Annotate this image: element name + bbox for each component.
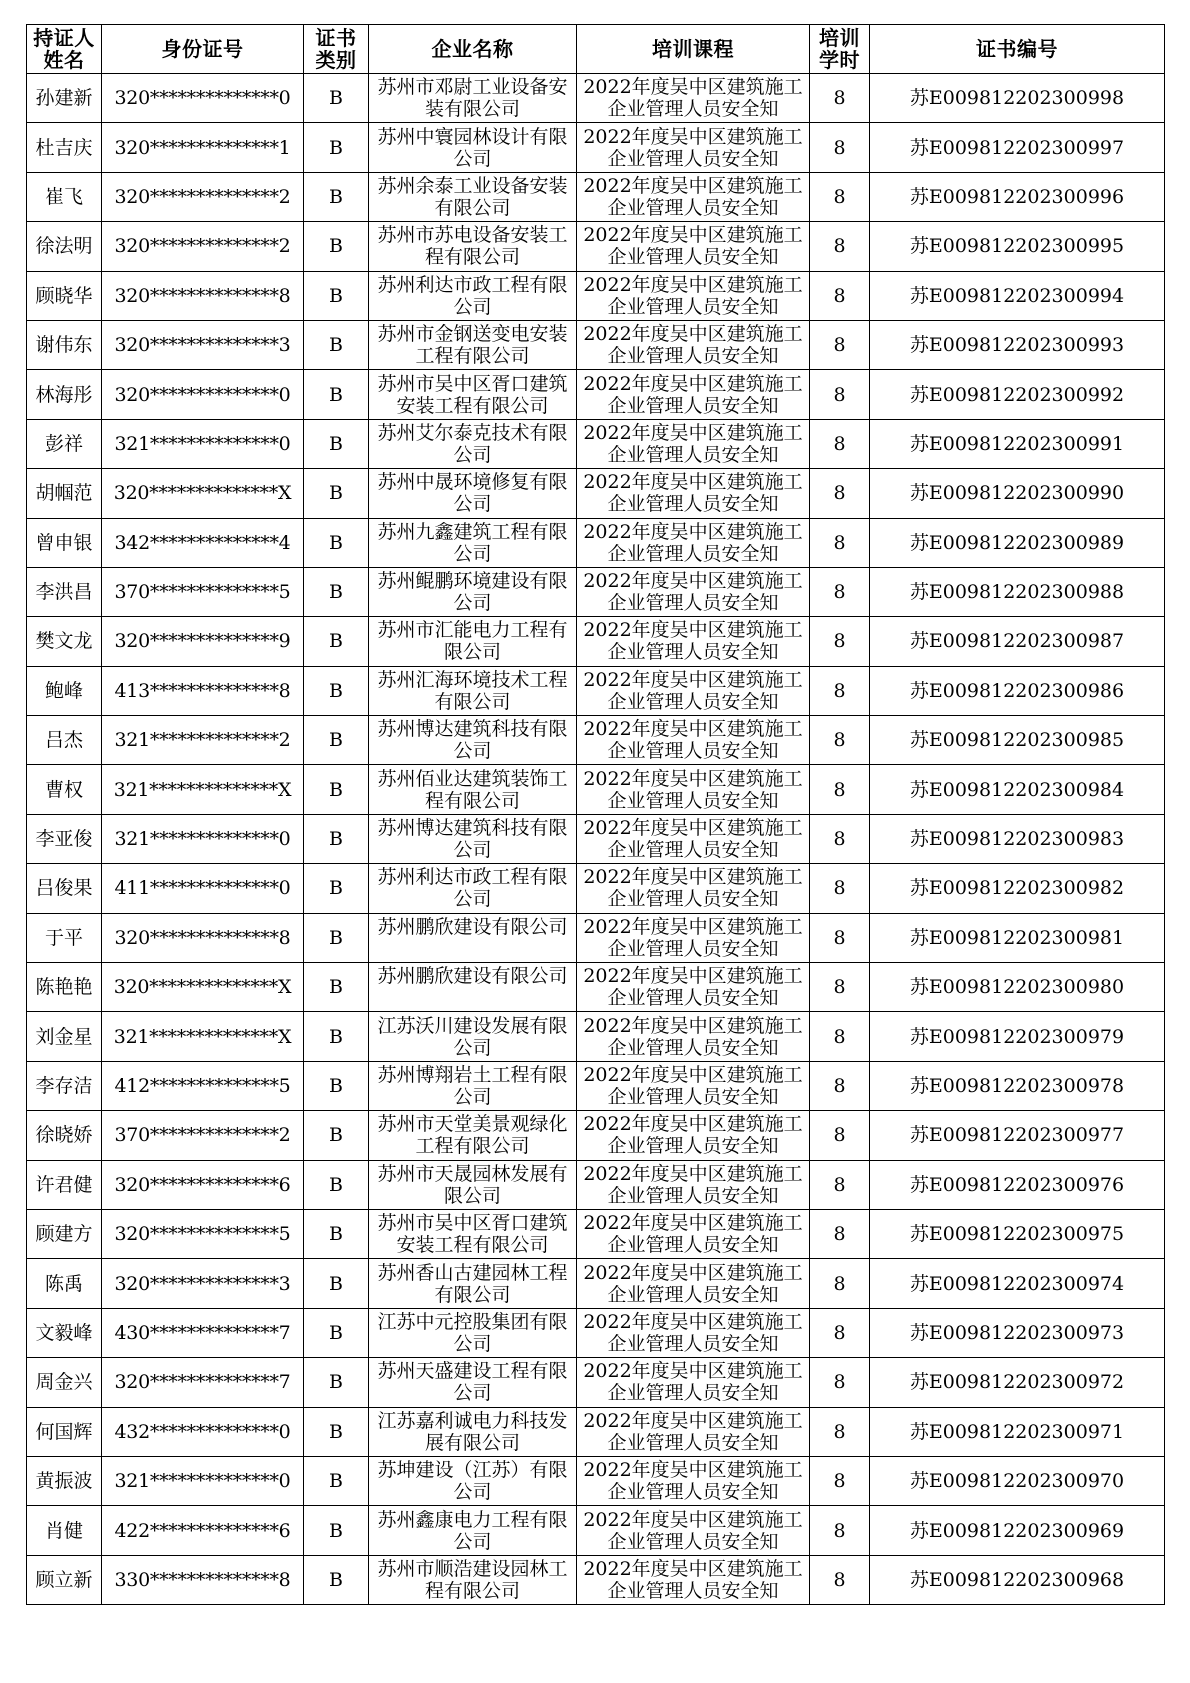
cert-number-cell: 苏E009812202300994 — [870, 271, 1165, 320]
cert-category-cell: B — [304, 666, 369, 715]
company-name-cell: 苏州天盛建设工程有限公司 — [369, 1358, 577, 1407]
table-row — [27, 1061, 1165, 1110]
training-course-cell: 2022年度吴中区建筑施工企业管理人员安全知 — [577, 1012, 810, 1061]
cert-number-cell: 苏E009812202300968 — [870, 1555, 1165, 1604]
holder-name-cell: 樊文龙 — [27, 617, 102, 666]
training-course-cell: 2022年度吴中区建筑施工企业管理人员安全知 — [577, 320, 810, 369]
training-hours-cell: 8 — [810, 567, 870, 616]
header-holder-name: 持证人姓名 — [27, 25, 102, 74]
holder-name-cell: 周金兴 — [27, 1358, 102, 1407]
training-course-cell: 2022年度吴中区建筑施工企业管理人员安全知 — [577, 1358, 810, 1407]
company-name-cell: 苏坤建设（江苏）有限公司 — [369, 1456, 577, 1505]
cert-category-cell: B — [304, 518, 369, 567]
cert-number-cell: 苏E009812202300974 — [870, 1259, 1165, 1308]
company-name-cell: 苏州博翔岩土工程有限公司 — [369, 1061, 577, 1110]
cert-category-cell: B — [304, 1259, 369, 1308]
training-hours-cell: 8 — [810, 617, 870, 666]
cert-number-cell: 苏E009812202300979 — [870, 1012, 1165, 1061]
cert-category-cell: B — [304, 765, 369, 814]
cert-category-cell: B — [304, 864, 369, 913]
holder-name-cell: 李洪昌 — [27, 567, 102, 616]
training-hours-cell: 8 — [810, 765, 870, 814]
header-row — [27, 25, 1165, 74]
table-row — [27, 963, 1165, 1012]
training-hours-cell: 8 — [810, 1407, 870, 1456]
cert-number-cell: 苏E009812202300983 — [870, 814, 1165, 863]
cert-category-cell: B — [304, 271, 369, 320]
training-hours-cell: 8 — [810, 1259, 870, 1308]
id-number-cell: 321**************2 — [102, 716, 304, 765]
training-course-cell: 2022年度吴中区建筑施工企业管理人员安全知 — [577, 1506, 810, 1555]
table-row — [27, 1259, 1165, 1308]
table-row — [27, 1358, 1165, 1407]
table-row — [27, 716, 1165, 765]
cert-number-cell: 苏E009812202300997 — [870, 123, 1165, 172]
id-number-cell: 321**************0 — [102, 814, 304, 863]
training-hours-cell: 8 — [810, 123, 870, 172]
id-number-cell: 320**************0 — [102, 370, 304, 419]
cert-number-cell: 苏E009812202300990 — [870, 469, 1165, 518]
training-hours-cell: 8 — [810, 172, 870, 221]
cert-category-cell: B — [304, 1456, 369, 1505]
holder-name-cell: 曹权 — [27, 765, 102, 814]
company-name-cell: 苏州市吴中区胥口建筑安装工程有限公司 — [369, 1209, 577, 1258]
header-cert-number: 证书编号 — [870, 25, 1165, 74]
company-name-cell: 苏州市天晟园林发展有限公司 — [369, 1160, 577, 1209]
cert-category-cell: B — [304, 1209, 369, 1258]
company-name-cell: 苏州市顺浩建设园林工程有限公司 — [369, 1555, 577, 1604]
table-row — [27, 765, 1165, 814]
id-number-cell: 320**************3 — [102, 1259, 304, 1308]
training-course-cell: 2022年度吴中区建筑施工企业管理人员安全知 — [577, 1555, 810, 1604]
cert-number-cell: 苏E009812202300991 — [870, 419, 1165, 468]
cert-number-cell: 苏E009812202300986 — [870, 666, 1165, 715]
holder-name-cell: 李存洁 — [27, 1061, 102, 1110]
training-hours-cell: 8 — [810, 271, 870, 320]
training-hours-cell: 8 — [810, 913, 870, 962]
roster-body — [27, 74, 1165, 1605]
cert-number-cell: 苏E009812202300971 — [870, 1407, 1165, 1456]
holder-name-cell: 谢伟东 — [27, 320, 102, 369]
company-name-cell: 江苏沃川建设发展有限公司 — [369, 1012, 577, 1061]
cert-number-cell: 苏E009812202300988 — [870, 567, 1165, 616]
id-number-cell: 411**************0 — [102, 864, 304, 913]
company-name-cell: 苏州鹏欣建设有限公司 — [369, 963, 577, 1012]
company-name-cell: 江苏中元控股集团有限公司 — [369, 1308, 577, 1357]
training-course-cell: 2022年度吴中区建筑施工企业管理人员安全知 — [577, 963, 810, 1012]
id-number-cell: 320**************2 — [102, 172, 304, 221]
company-name-cell: 苏州市邓尉工业设备安装有限公司 — [369, 74, 577, 123]
table-row — [27, 222, 1165, 271]
cert-number-cell: 苏E009812202300995 — [870, 222, 1165, 271]
id-number-cell: 320**************X — [102, 469, 304, 518]
training-course-cell: 2022年度吴中区建筑施工企业管理人员安全知 — [577, 913, 810, 962]
company-name-cell: 苏州香山古建园林工程有限公司 — [369, 1259, 577, 1308]
id-number-cell: 320**************1 — [102, 123, 304, 172]
training-hours-cell: 8 — [810, 716, 870, 765]
id-number-cell: 321**************0 — [102, 419, 304, 468]
table-row — [27, 1111, 1165, 1160]
id-number-cell: 321**************X — [102, 765, 304, 814]
id-number-cell: 430**************7 — [102, 1308, 304, 1357]
id-number-cell: 432**************0 — [102, 1407, 304, 1456]
training-course-cell: 2022年度吴中区建筑施工企业管理人员安全知 — [577, 469, 810, 518]
holder-name-cell: 黄振波 — [27, 1456, 102, 1505]
training-hours-cell: 8 — [810, 518, 870, 567]
table-row — [27, 666, 1165, 715]
table-row — [27, 74, 1165, 123]
company-name-cell: 苏州博达建筑科技有限公司 — [369, 814, 577, 863]
table-row — [27, 271, 1165, 320]
training-hours-cell: 8 — [810, 1308, 870, 1357]
id-number-cell: 412**************5 — [102, 1061, 304, 1110]
training-hours-cell: 8 — [810, 963, 870, 1012]
cert-number-cell: 苏E009812202300978 — [870, 1061, 1165, 1110]
id-number-cell: 320**************8 — [102, 271, 304, 320]
id-number-cell: 320**************2 — [102, 222, 304, 271]
id-number-cell: 370**************2 — [102, 1111, 304, 1160]
training-course-cell: 2022年度吴中区建筑施工企业管理人员安全知 — [577, 864, 810, 913]
training-course-cell: 2022年度吴中区建筑施工企业管理人员安全知 — [577, 1160, 810, 1209]
cert-category-cell: B — [304, 1160, 369, 1209]
cert-category-cell: B — [304, 123, 369, 172]
training-course-cell: 2022年度吴中区建筑施工企业管理人员安全知 — [577, 123, 810, 172]
training-course-cell: 2022年度吴中区建筑施工企业管理人员安全知 — [577, 370, 810, 419]
company-name-cell: 苏州市吴中区胥口建筑安装工程有限公司 — [369, 370, 577, 419]
training-course-cell: 2022年度吴中区建筑施工企业管理人员安全知 — [577, 1111, 810, 1160]
training-hours-cell: 8 — [810, 1209, 870, 1258]
training-course-cell: 2022年度吴中区建筑施工企业管理人员安全知 — [577, 666, 810, 715]
cert-number-cell: 苏E009812202300998 — [870, 74, 1165, 123]
company-name-cell: 苏州艾尔泰克技术有限公司 — [369, 419, 577, 468]
training-course-cell: 2022年度吴中区建筑施工企业管理人员安全知 — [577, 567, 810, 616]
id-number-cell: 422**************6 — [102, 1506, 304, 1555]
holder-name-cell: 崔飞 — [27, 172, 102, 221]
id-number-cell: 321**************0 — [102, 1456, 304, 1505]
table-row — [27, 469, 1165, 518]
training-course-cell: 2022年度吴中区建筑施工企业管理人员安全知 — [577, 74, 810, 123]
table-row — [27, 320, 1165, 369]
training-course-cell: 2022年度吴中区建筑施工企业管理人员安全知 — [577, 1308, 810, 1357]
cert-category-cell: B — [304, 1061, 369, 1110]
training-course-cell: 2022年度吴中区建筑施工企业管理人员安全知 — [577, 765, 810, 814]
company-name-cell: 苏州鲲鹏环境建设有限公司 — [369, 567, 577, 616]
header-company-name: 企业名称 — [369, 25, 577, 74]
training-hours-cell: 8 — [810, 666, 870, 715]
training-course-cell: 2022年度吴中区建筑施工企业管理人员安全知 — [577, 1209, 810, 1258]
table-row — [27, 617, 1165, 666]
cert-category-cell: B — [304, 963, 369, 1012]
table-row — [27, 123, 1165, 172]
holder-name-cell: 胡帼范 — [27, 469, 102, 518]
company-name-cell: 江苏嘉利诚电力科技发展有限公司 — [369, 1407, 577, 1456]
cert-number-cell: 苏E009812202300984 — [870, 765, 1165, 814]
holder-name-cell: 彭祥 — [27, 419, 102, 468]
training-course-cell: 2022年度吴中区建筑施工企业管理人员安全知 — [577, 617, 810, 666]
training-hours-cell: 8 — [810, 1555, 870, 1604]
holder-name-cell: 孙建新 — [27, 74, 102, 123]
id-number-cell: 320**************5 — [102, 1209, 304, 1258]
company-name-cell: 苏州中寰园林设计有限公司 — [369, 123, 577, 172]
cert-category-cell: B — [304, 469, 369, 518]
training-hours-cell: 8 — [810, 222, 870, 271]
cert-category-cell: B — [304, 1407, 369, 1456]
cert-number-cell: 苏E009812202300981 — [870, 913, 1165, 962]
table-row — [27, 1456, 1165, 1505]
holder-name-cell: 陈禹 — [27, 1259, 102, 1308]
certificate-roster-table — [26, 24, 1165, 1605]
cert-number-cell: 苏E009812202300992 — [870, 370, 1165, 419]
cert-category-cell: B — [304, 567, 369, 616]
holder-name-cell: 顾晓华 — [27, 271, 102, 320]
company-name-cell: 苏州鹏欣建设有限公司 — [369, 913, 577, 962]
training-course-cell: 2022年度吴中区建筑施工企业管理人员安全知 — [577, 1259, 810, 1308]
company-name-cell: 苏州市天堂美景观绿化工程有限公司 — [369, 1111, 577, 1160]
cert-number-cell: 苏E009812202300970 — [870, 1456, 1165, 1505]
company-name-cell: 苏州市汇能电力工程有限公司 — [369, 617, 577, 666]
holder-name-cell: 吕俊果 — [27, 864, 102, 913]
company-name-cell: 苏州利达市政工程有限公司 — [369, 864, 577, 913]
id-number-cell: 320**************7 — [102, 1358, 304, 1407]
cert-number-cell: 苏E009812202300982 — [870, 864, 1165, 913]
id-number-cell: 330**************8 — [102, 1555, 304, 1604]
holder-name-cell: 吕杰 — [27, 716, 102, 765]
cert-category-cell: B — [304, 1506, 369, 1555]
table-row — [27, 518, 1165, 567]
id-number-cell: 321**************X — [102, 1012, 304, 1061]
training-hours-cell: 8 — [810, 814, 870, 863]
holder-name-cell: 顾建方 — [27, 1209, 102, 1258]
cert-category-cell: B — [304, 814, 369, 863]
training-hours-cell: 8 — [810, 1012, 870, 1061]
training-hours-cell: 8 — [810, 1111, 870, 1160]
header-id-number: 身份证号 — [102, 25, 304, 74]
cert-number-cell: 苏E009812202300989 — [870, 518, 1165, 567]
training-course-cell: 2022年度吴中区建筑施工企业管理人员安全知 — [577, 419, 810, 468]
cert-category-cell: B — [304, 172, 369, 221]
table-row — [27, 1209, 1165, 1258]
company-name-cell: 苏州九鑫建筑工程有限公司 — [369, 518, 577, 567]
training-course-cell: 2022年度吴中区建筑施工企业管理人员安全知 — [577, 222, 810, 271]
company-name-cell: 苏州余泰工业设备安装有限公司 — [369, 172, 577, 221]
holder-name-cell: 何国辉 — [27, 1407, 102, 1456]
company-name-cell: 苏州博达建筑科技有限公司 — [369, 716, 577, 765]
company-name-cell: 苏州市苏电设备安装工程有限公司 — [369, 222, 577, 271]
header-cert-category: 证书类别 — [304, 25, 369, 74]
cert-number-cell: 苏E009812202300985 — [870, 716, 1165, 765]
holder-name-cell: 鲍峰 — [27, 666, 102, 715]
cert-category-cell: B — [304, 320, 369, 369]
holder-name-cell: 于平 — [27, 913, 102, 962]
cert-category-cell: B — [304, 716, 369, 765]
table-row — [27, 1012, 1165, 1061]
training-hours-cell: 8 — [810, 469, 870, 518]
holder-name-cell: 许君健 — [27, 1160, 102, 1209]
header-training-hours: 培训学时 — [810, 25, 870, 74]
company-name-cell: 苏州中晟环境修复有限公司 — [369, 469, 577, 518]
holder-name-cell: 顾立新 — [27, 1555, 102, 1604]
cert-number-cell: 苏E009812202300977 — [870, 1111, 1165, 1160]
holder-name-cell: 徐法明 — [27, 222, 102, 271]
training-hours-cell: 8 — [810, 1061, 870, 1110]
cert-category-cell: B — [304, 1308, 369, 1357]
table-row — [27, 419, 1165, 468]
table-row — [27, 913, 1165, 962]
table-row — [27, 864, 1165, 913]
cert-category-cell: B — [304, 74, 369, 123]
training-hours-cell: 8 — [810, 419, 870, 468]
cert-number-cell: 苏E009812202300993 — [870, 320, 1165, 369]
table-row — [27, 1407, 1165, 1456]
training-course-cell: 2022年度吴中区建筑施工企业管理人员安全知 — [577, 172, 810, 221]
training-course-cell: 2022年度吴中区建筑施工企业管理人员安全知 — [577, 814, 810, 863]
holder-name-cell: 曾申银 — [27, 518, 102, 567]
id-number-cell: 320**************8 — [102, 913, 304, 962]
cert-number-cell: 苏E009812202300987 — [870, 617, 1165, 666]
training-course-cell: 2022年度吴中区建筑施工企业管理人员安全知 — [577, 1061, 810, 1110]
holder-name-cell: 刘金星 — [27, 1012, 102, 1061]
id-number-cell: 320**************6 — [102, 1160, 304, 1209]
training-hours-cell: 8 — [810, 370, 870, 419]
company-name-cell: 苏州鑫康电力工程有限公司 — [369, 1506, 577, 1555]
training-hours-cell: 8 — [810, 1456, 870, 1505]
cert-number-cell: 苏E009812202300972 — [870, 1358, 1165, 1407]
cert-category-cell: B — [304, 1012, 369, 1061]
cert-category-cell: B — [304, 617, 369, 666]
id-number-cell: 320**************9 — [102, 617, 304, 666]
training-course-cell: 2022年度吴中区建筑施工企业管理人员安全知 — [577, 271, 810, 320]
id-number-cell: 342**************4 — [102, 518, 304, 567]
cert-category-cell: B — [304, 1358, 369, 1407]
holder-name-cell: 文毅峰 — [27, 1308, 102, 1357]
training-hours-cell: 8 — [810, 1358, 870, 1407]
holder-name-cell: 林海彤 — [27, 370, 102, 419]
cert-number-cell: 苏E009812202300969 — [870, 1506, 1165, 1555]
cert-number-cell: 苏E009812202300975 — [870, 1209, 1165, 1258]
id-number-cell: 370**************5 — [102, 567, 304, 616]
cert-category-cell: B — [304, 419, 369, 468]
table-row — [27, 370, 1165, 419]
table-row — [27, 1160, 1165, 1209]
training-hours-cell: 8 — [810, 74, 870, 123]
table-row — [27, 172, 1165, 221]
company-name-cell: 苏州利达市政工程有限公司 — [369, 271, 577, 320]
company-name-cell: 苏州市金钢送变电安装工程有限公司 — [369, 320, 577, 369]
training-hours-cell: 8 — [810, 864, 870, 913]
company-name-cell: 苏州佰业达建筑装饰工程有限公司 — [369, 765, 577, 814]
training-hours-cell: 8 — [810, 1506, 870, 1555]
table-row — [27, 814, 1165, 863]
holder-name-cell: 徐晓娇 — [27, 1111, 102, 1160]
holder-name-cell: 陈艳艳 — [27, 963, 102, 1012]
cert-category-cell: B — [304, 222, 369, 271]
company-name-cell: 苏州汇海环境技术工程有限公司 — [369, 666, 577, 715]
holder-name-cell: 杜吉庆 — [27, 123, 102, 172]
table-row — [27, 1308, 1165, 1357]
training-course-cell: 2022年度吴中区建筑施工企业管理人员安全知 — [577, 1456, 810, 1505]
holder-name-cell: 肖健 — [27, 1506, 102, 1555]
header-training-course: 培训课程 — [577, 25, 810, 74]
training-course-cell: 2022年度吴中区建筑施工企业管理人员安全知 — [577, 1407, 810, 1456]
cert-category-cell: B — [304, 913, 369, 962]
cert-category-cell: B — [304, 370, 369, 419]
id-number-cell: 413**************8 — [102, 666, 304, 715]
id-number-cell: 320**************3 — [102, 320, 304, 369]
training-hours-cell: 8 — [810, 1160, 870, 1209]
id-number-cell: 320**************0 — [102, 74, 304, 123]
cert-number-cell: 苏E009812202300973 — [870, 1308, 1165, 1357]
holder-name-cell: 李亚俊 — [27, 814, 102, 863]
cert-number-cell: 苏E009812202300980 — [870, 963, 1165, 1012]
cert-number-cell: 苏E009812202300996 — [870, 172, 1165, 221]
table-row — [27, 1506, 1165, 1555]
id-number-cell: 320**************X — [102, 963, 304, 1012]
training-course-cell: 2022年度吴中区建筑施工企业管理人员安全知 — [577, 518, 810, 567]
training-hours-cell: 8 — [810, 320, 870, 369]
training-course-cell: 2022年度吴中区建筑施工企业管理人员安全知 — [577, 716, 810, 765]
cert-category-cell: B — [304, 1555, 369, 1604]
table-row — [27, 567, 1165, 616]
cert-category-cell: B — [304, 1111, 369, 1160]
table-row — [27, 1555, 1165, 1604]
cert-number-cell: 苏E009812202300976 — [870, 1160, 1165, 1209]
